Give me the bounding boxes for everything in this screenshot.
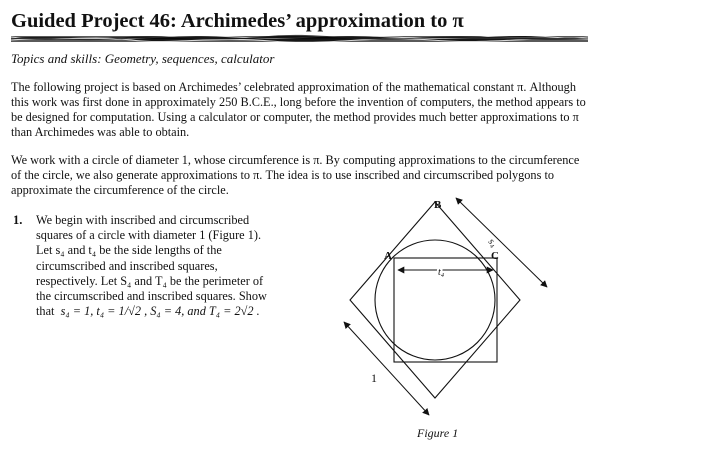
header-rule-decoration <box>11 33 588 45</box>
label-c: C <box>491 250 499 262</box>
item-1-line-6: the circumscribed and inscribed squares. Show <box>36 289 267 304</box>
item-1-text <box>36 213 288 319</box>
label-a: A <box>384 250 392 262</box>
page-title: Guided Project 46: Archimedes’ approximation to π <box>11 10 464 32</box>
intro-paragraph-1: The following project is based on Archimedes’ celebrated approximation of the mathematical constant π. Although this work was first done in approximately 250 B.C.E., long before the invention of computers, the method appears to be designed for computation. Using a calculator or computer, the method provides much better approximations to π than Archimedes was able to obtain. <box>11 80 586 140</box>
topics-subtitle: Topics and skills: Geometry, sequences, calculator <box>11 51 275 66</box>
item-1-line-1: We begin with inscribed and circumscribed <box>36 213 250 227</box>
item-number: 1. <box>13 213 23 227</box>
item-1-equations: s₄ = 1, t₄ = 1/√2 , S₄ = 4, and T₄ = 2√2 . <box>60 304 260 319</box>
item-1-line-4: circumscribed and inscribed squares, <box>36 258 218 273</box>
label-s4: s₄ <box>485 236 499 250</box>
item-1-line-7 <box>36 304 288 319</box>
label-b: B <box>434 199 442 211</box>
figure-1-diagram <box>338 190 558 440</box>
item-1-line-2: squares of a circle with diameter 1 (Figure 1). <box>36 228 262 243</box>
intro-paragraph-2: We work with a circle of diameter 1, whose circumference is π. By computing approximations to the circumference of the circle, we also generate approximations to π. The idea is to use inscribed and circumscribed polygons to approximate the circumference of the circle. <box>11 153 580 198</box>
inscribed-square <box>394 258 497 362</box>
figure-caption: Figure 1 <box>417 426 459 440</box>
item-1-line-7-prefix: that <box>36 304 55 319</box>
item-1-line-5: respectively. Let S₄ and T₄ be the perimeter of <box>36 273 264 288</box>
label-diameter: 1 <box>371 371 377 385</box>
item-1-line-3: Let s₄ and t₄ be the side lengths of the <box>36 243 222 258</box>
label-t4: t₄ <box>438 267 445 278</box>
